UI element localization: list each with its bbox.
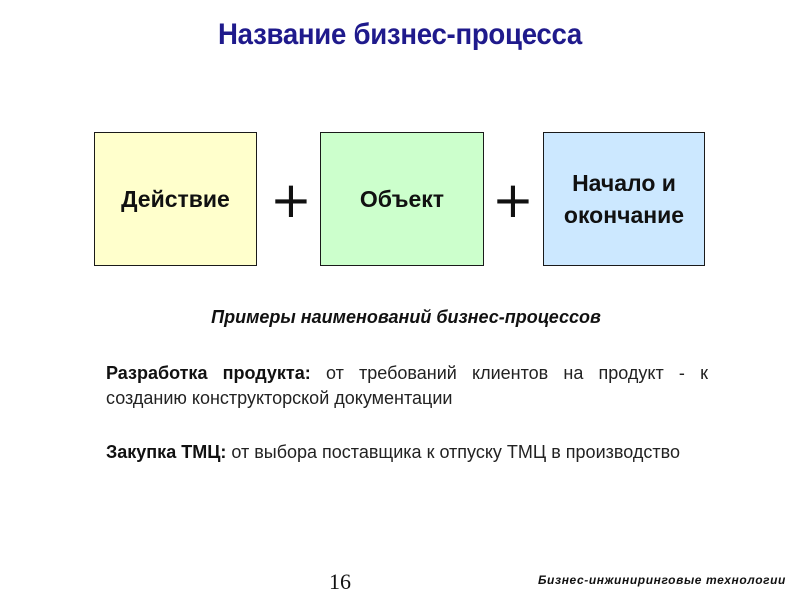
- action-box: [94, 132, 257, 266]
- example-procurement: [106, 440, 708, 465]
- plus-sign: +: [492, 171, 534, 229]
- object-box-label: Объект: [359, 185, 445, 212]
- page-number: 16: [329, 569, 351, 594]
- start-end-box-label: Начало и окончание: [563, 169, 685, 228]
- object-box: [320, 132, 484, 266]
- example-text: от требований клиентов на продукт - к созданию конструкторской документации: [106, 363, 708, 408]
- example-lead: Закупка ТМЦ:: [106, 442, 227, 462]
- plus-sign: +: [270, 171, 312, 229]
- examples-heading: Примеры наименований бизнес-процессов: [211, 307, 601, 327]
- example-text: от выбора поставщика к отпуску ТМЦ в производство: [226, 442, 680, 462]
- action-box-label: Действие: [121, 185, 230, 212]
- example-lead: Разработка продукта:: [106, 363, 311, 383]
- footer-caption: Бизнес-инжиниринговые технологии: [537, 573, 786, 587]
- example-product-development: [106, 361, 708, 411]
- start-end-box: [543, 132, 705, 266]
- slide-title: Название бизнес-процесса: [217, 18, 582, 51]
